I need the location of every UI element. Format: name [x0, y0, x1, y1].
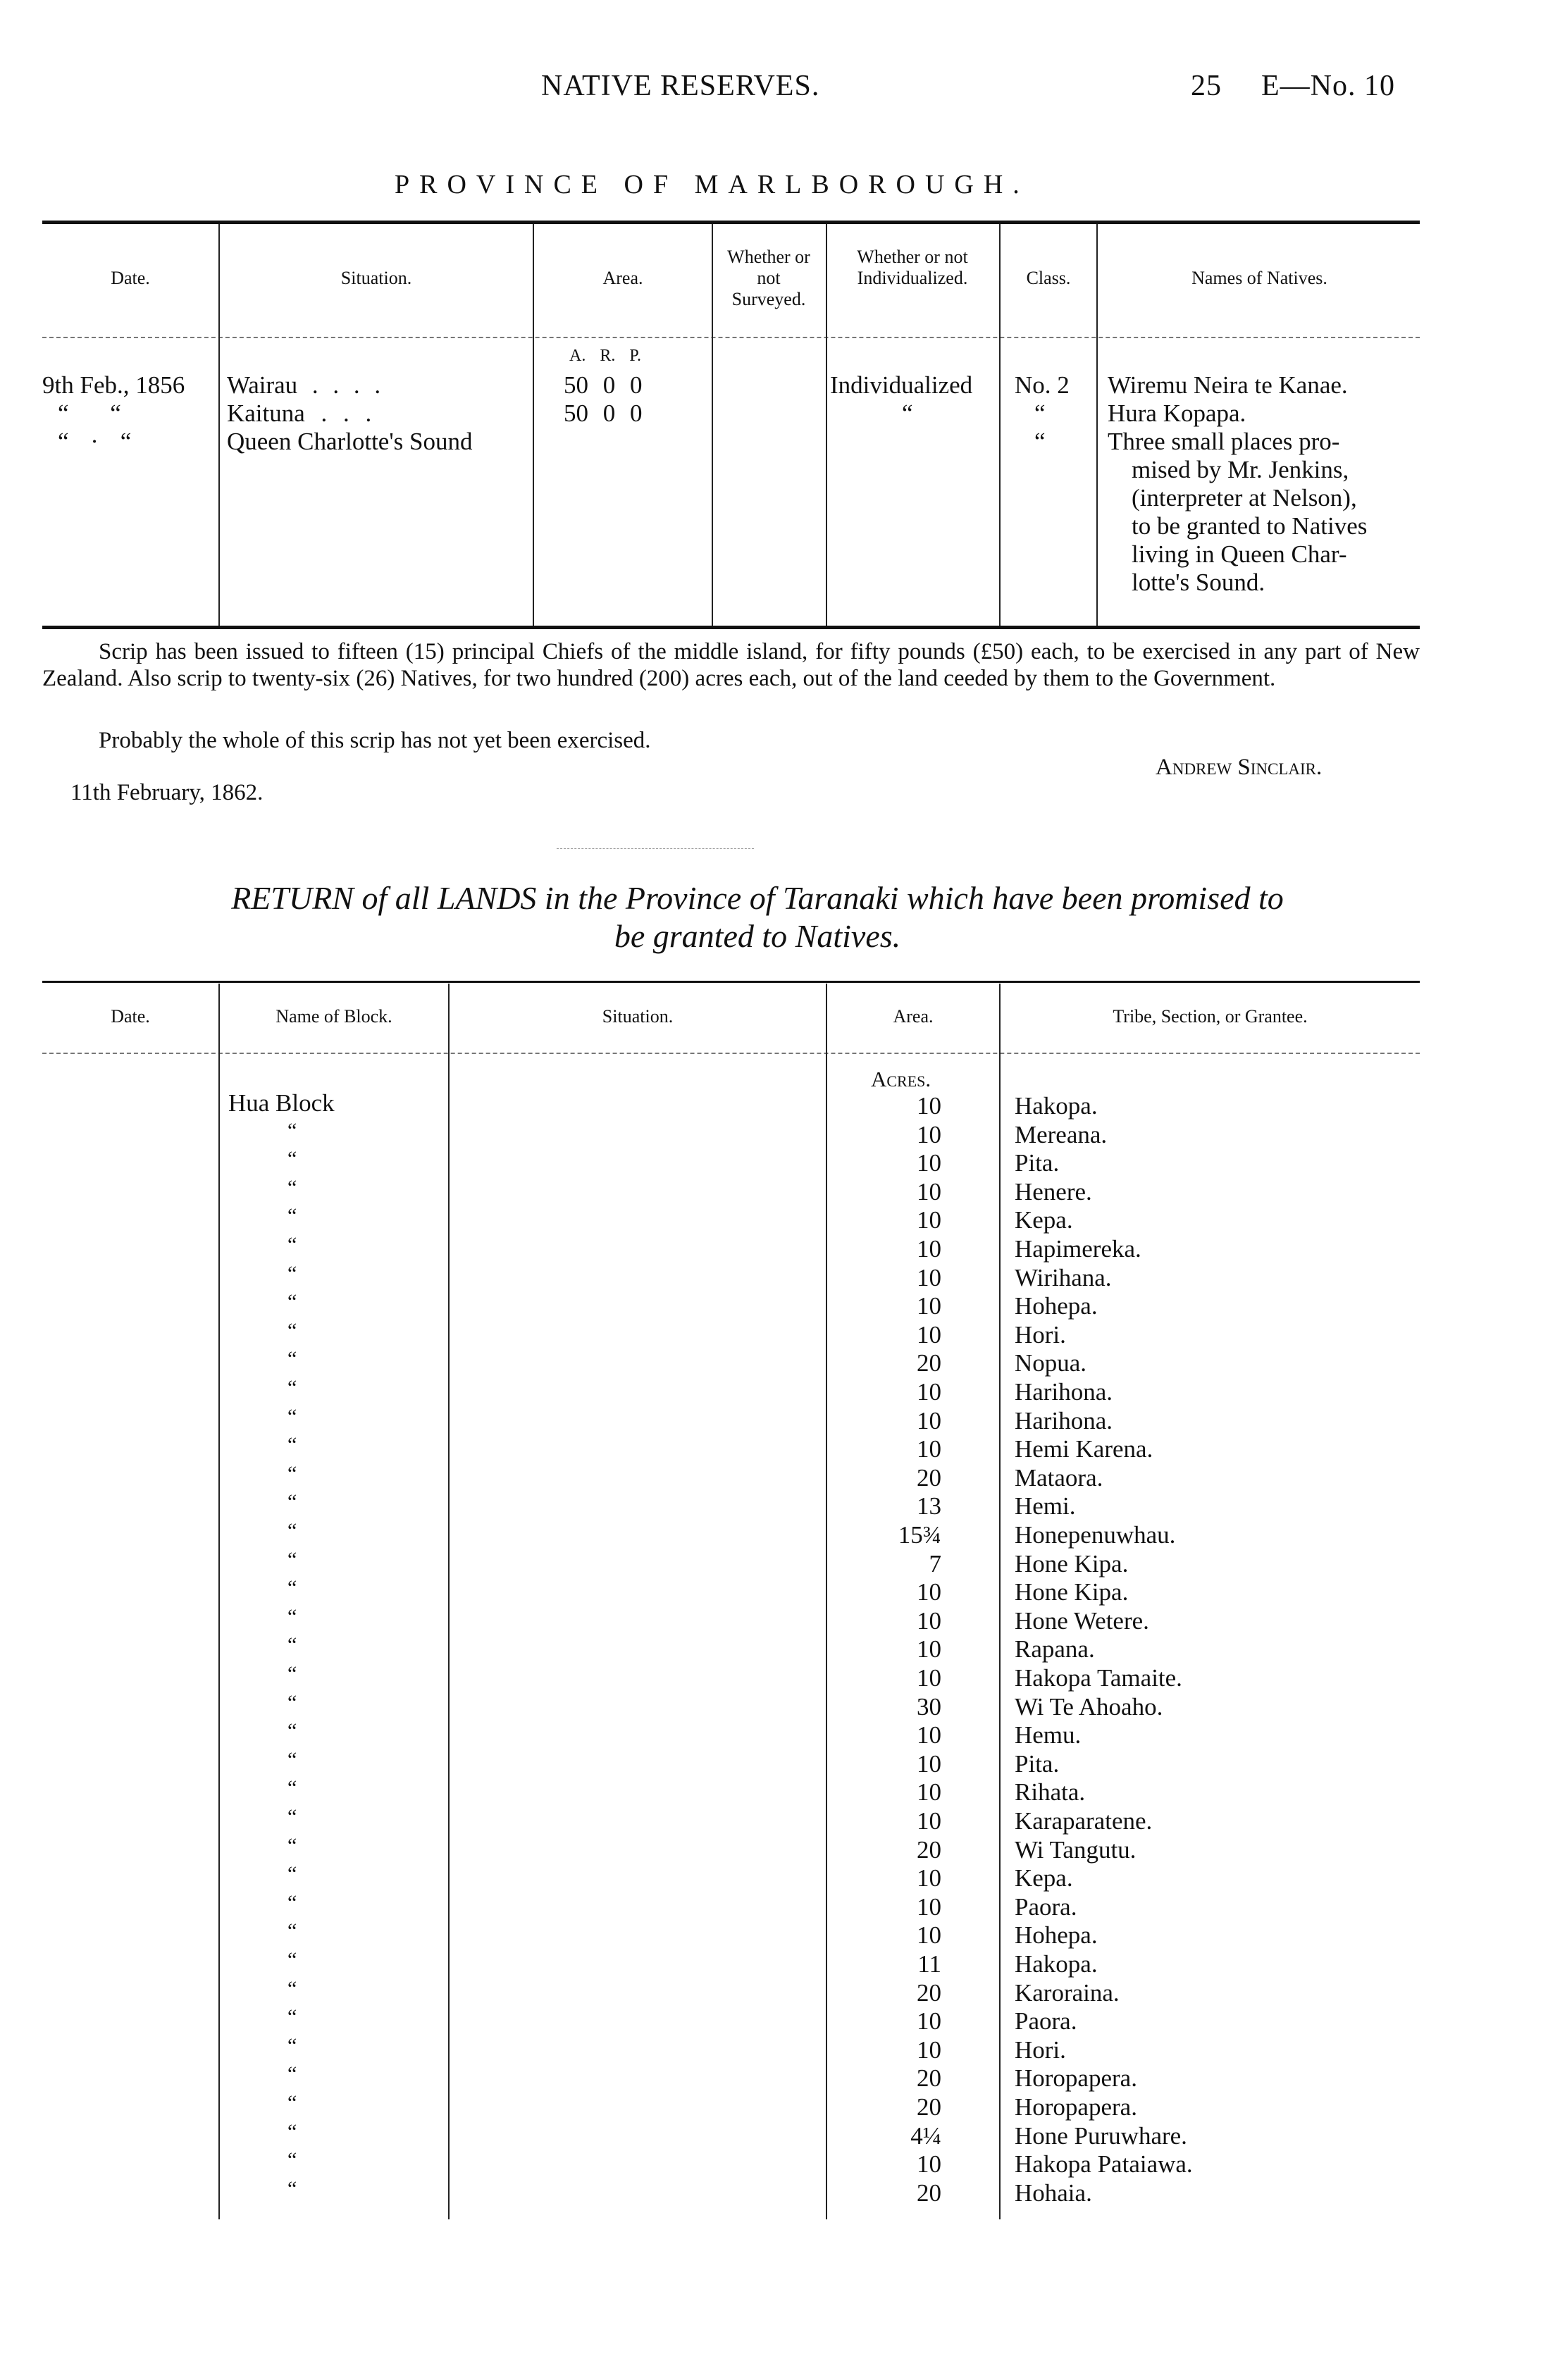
table-row-area: 20: [917, 1836, 941, 1864]
table-row-grantee: Wi Tangutu.: [1015, 1836, 1137, 1864]
section-separator: [557, 848, 754, 849]
column-header-date: Date.: [111, 268, 150, 288]
column-header-area: Area.: [893, 1006, 934, 1027]
table-row-situation: Queen Charlotte's Sound: [227, 428, 473, 455]
table-row-grantee: Hohaia.: [1015, 2179, 1092, 2207]
table-row-grantee: Nopua.: [1015, 1349, 1087, 1377]
ditto-mark: “: [287, 2005, 297, 2028]
table-row-area: 20: [917, 1464, 941, 1492]
table-row-area: 10: [917, 1578, 941, 1606]
table-row-area: 10: [917, 1092, 941, 1120]
col-divider: [712, 224, 713, 626]
taranaki-header-divider: [42, 1053, 1420, 1054]
table-row-area: 10: [917, 1750, 941, 1778]
table-row-class: No. 2: [1015, 371, 1070, 399]
table-row-grantee: Hohepa.: [1015, 1921, 1098, 1949]
table-row-grantee: Kepa.: [1015, 1206, 1073, 1234]
paper-reference: E—No. 10: [1261, 70, 1395, 102]
ditto-mark: “: [287, 1605, 297, 1628]
table-row-area: 20: [917, 2093, 941, 2121]
table-row-area: 10: [917, 1264, 941, 1291]
table-row-area: 10: [917, 1407, 941, 1434]
table-row-grantee: Honepenuwhau.: [1015, 1521, 1176, 1549]
area-unit-label: Acres.: [871, 1067, 931, 1091]
table-row-date: “ · “: [58, 428, 132, 455]
taranaki-title-line-2: be granted to Natives.: [614, 918, 901, 954]
running-title: NATIVE RESERVES.: [541, 70, 820, 102]
table-row-grantee: Hakopa Tamaite.: [1015, 1664, 1182, 1692]
ditto-mark: “: [287, 1576, 297, 1599]
table-row-grantee: Horopapera.: [1015, 2093, 1137, 2121]
table-row-area: 50 0 0: [564, 399, 643, 427]
column-header-date: Date.: [111, 1006, 150, 1027]
table-row-grantee: Hemi Karena.: [1015, 1435, 1153, 1463]
table-row-area: 10: [917, 1235, 941, 1263]
ditto-mark: “: [287, 1919, 297, 1942]
table-row-area: 4¼: [910, 2122, 941, 2150]
ditto-mark: “: [287, 1433, 297, 1456]
table-row-grantee: Hori.: [1015, 1321, 1066, 1349]
table-row-area: 10: [917, 1292, 941, 1320]
taranaki-title-line-1: RETURN of all LANDS in the Province of Taranaki which have been promised to: [231, 880, 1284, 916]
ditto-mark: “: [287, 1119, 297, 1142]
table-row-grantee: Hakopa.: [1015, 1950, 1098, 1978]
marlborough-title: PROVINCE OF MARLBOROUGH.: [395, 170, 1029, 199]
table-row-names: mised by Mr. Jenkins,: [1132, 456, 1349, 483]
marlborough-top-rule: [42, 221, 1420, 224]
ditto-mark: “: [287, 1233, 297, 1256]
table-row-area: 10: [917, 1121, 941, 1148]
table-row-grantee: Hori.: [1015, 2036, 1066, 2064]
col-divider: [826, 984, 827, 2219]
table-row-names: (interpreter at Nelson),: [1132, 484, 1357, 512]
table-row-grantee: Karoraina.: [1015, 1979, 1120, 2007]
col-divider: [218, 984, 220, 2219]
ditto-mark: “: [287, 1376, 297, 1399]
table-row-class: “: [1034, 428, 1046, 455]
scrip-note-paragraph-2: Probably the whole of this scrip has not yet been exercised.: [99, 728, 651, 753]
table-row-names: living in Queen Char-: [1132, 540, 1347, 568]
table-row-area: 20: [917, 2179, 941, 2207]
column-header-names: Names of Natives.: [1191, 268, 1327, 288]
table-row-grantee: Harihona.: [1015, 1378, 1113, 1406]
table-row-grantee: Paora.: [1015, 1893, 1077, 1921]
ditto-mark: “: [287, 1977, 297, 2000]
ditto-mark: “: [287, 1176, 297, 1199]
table-row-grantee: Paora.: [1015, 2007, 1077, 2035]
ditto-mark: “: [287, 1490, 297, 1513]
ditto-mark: “: [287, 1776, 297, 1799]
ditto-mark: “: [287, 1462, 297, 1485]
table-row-area: 10: [917, 1635, 941, 1663]
table-row-grantee: Rihata.: [1015, 1778, 1086, 1806]
ditto-mark: “: [287, 1147, 297, 1170]
table-row-area: 10: [917, 1778, 941, 1806]
ditto-mark: “: [287, 2062, 297, 2085]
ditto-mark: “: [287, 1405, 297, 1428]
signature: Andrew Sinclair.: [1156, 755, 1323, 780]
ditto-mark: “: [287, 1834, 297, 1857]
table-row-area: 10: [917, 1178, 941, 1206]
table-row-grantee: Hone Wetere.: [1015, 1607, 1149, 1635]
ditto-mark: “: [287, 1948, 297, 1971]
table-row-area: 13: [917, 1492, 941, 1520]
area-units-label: A. R. P.: [569, 347, 642, 365]
table-row-area: 10: [917, 1807, 941, 1835]
table-row-grantee: Hone Kipa.: [1015, 1550, 1129, 1578]
ditto-mark: “: [287, 2148, 297, 2171]
table-row-area: 20: [917, 1349, 941, 1377]
table-row-area: 10: [917, 2036, 941, 2064]
table-row-names: Hura Kopapa.: [1108, 399, 1246, 427]
table-row-area: 7: [929, 1550, 941, 1578]
column-header-class: Class.: [1026, 268, 1071, 288]
ditto-mark: “: [287, 1748, 297, 1771]
table-row-grantee: Karaparatene.: [1015, 1807, 1153, 1835]
ditto-mark: “: [287, 1319, 297, 1342]
ditto-mark: “: [287, 1519, 297, 1542]
table-row-grantee: Harihona.: [1015, 1407, 1113, 1434]
note-date: 11th February, 1862.: [70, 780, 264, 805]
table-row-area: 10: [917, 1664, 941, 1692]
table-row-grantee: Wirihana.: [1015, 1264, 1112, 1291]
col-divider: [999, 984, 1001, 2219]
ditto-mark: “: [287, 1691, 297, 1714]
ditto-mark: “: [287, 1805, 297, 1828]
table-row-area: 10: [917, 2007, 941, 2035]
ditto-mark: “: [287, 1633, 297, 1656]
column-header-surveyed: Whether or not Surveyed.: [727, 247, 810, 309]
table-row-area: 20: [917, 2064, 941, 2092]
col-divider: [448, 984, 450, 2219]
ditto-mark: “: [287, 1548, 297, 1571]
table-row-area: 10: [917, 1607, 941, 1635]
table-row-grantee: Mereana.: [1015, 1121, 1108, 1148]
ditto-mark: “: [287, 1204, 297, 1227]
table-row-grantee: Rapana.: [1015, 1635, 1095, 1663]
table-row-grantee: Hohepa.: [1015, 1292, 1098, 1320]
column-header-situation: Situation.: [340, 268, 412, 288]
table-row-area: 20: [917, 1979, 941, 2007]
table-row-date: 9th Feb., 1856: [42, 371, 185, 399]
table-row-area: 10: [917, 1721, 941, 1749]
table-row-situation: Wairau . . . .: [227, 371, 381, 399]
ditto-mark: “: [287, 1891, 297, 1914]
marlborough-bottom-rule: [42, 626, 1420, 629]
table-row-area: 10: [917, 1206, 941, 1234]
table-row-date: “ “: [58, 399, 121, 427]
table-row-individualized: “: [902, 399, 913, 427]
table-row-area: 10: [917, 1921, 941, 1949]
table-row-grantee: Hakopa.: [1015, 1092, 1098, 1120]
scrip-note-paragraph: Scrip has been issued to fifteen (15) principal Chiefs of the middle island, for fifty pounds (£50) each, to be exercised in any part of New Zealand. Also scrip to twenty-six (26) Natives, for two hundred (200) acres each, out of the land ceeded by them to the Government.: [42, 639, 1420, 691]
col-divider: [1096, 224, 1098, 626]
table-row-grantee: Hone Puruwhare.: [1015, 2122, 1187, 2150]
taranaki-top-rule: [42, 981, 1420, 983]
ditto-mark: “: [287, 2091, 297, 2114]
table-row-area: 10: [917, 1149, 941, 1177]
table-row-grantee: Wi Te Ahoaho.: [1015, 1693, 1163, 1721]
table-row-area: 10: [917, 2150, 941, 2178]
table-row-area: 15¾: [898, 1521, 941, 1549]
table-row-names: to be granted to Natives: [1132, 512, 1368, 540]
ditto-mark: “: [287, 2177, 297, 2200]
column-header-area: Area.: [602, 268, 643, 288]
table-row-area: 50 0 0: [564, 371, 643, 399]
table-row-area: 30: [917, 1693, 941, 1721]
ditto-mark: “: [287, 1719, 297, 1742]
table-row-grantee: Pita.: [1015, 1149, 1060, 1177]
table-row-grantee: Henere.: [1015, 1178, 1092, 1206]
table-row-area: 10: [917, 1378, 941, 1406]
table-row-grantee: Kepa.: [1015, 1864, 1073, 1892]
table-row-area: 10: [917, 1435, 941, 1463]
ditto-mark: “: [287, 2120, 297, 2143]
block-name: Hua Block: [228, 1089, 335, 1117]
table-row-class: “: [1034, 399, 1046, 427]
column-header-situation: Situation.: [602, 1006, 674, 1027]
table-row-area: 10: [917, 1864, 941, 1892]
table-row-situation: Kaituna . . .: [227, 399, 372, 427]
table-row-grantee: Mataora.: [1015, 1464, 1103, 1492]
col-divider: [826, 224, 827, 626]
ditto-mark: “: [287, 1262, 297, 1285]
column-header-block: Name of Block.: [275, 1006, 392, 1027]
ditto-mark: “: [287, 1662, 297, 1685]
table-row-names: Three small places pro-: [1108, 428, 1340, 455]
table-row-grantee: Pita.: [1015, 1750, 1060, 1778]
column-header-individualized: Whether or not Individualized.: [857, 247, 968, 288]
ditto-mark: “: [287, 1862, 297, 1885]
table-row-grantee: Horopapera.: [1015, 2064, 1137, 2092]
table-row-names: Wiremu Neira te Kanae.: [1108, 371, 1348, 399]
table-row-grantee: Hemu.: [1015, 1721, 1082, 1749]
ditto-mark: “: [287, 1290, 297, 1313]
table-row-names: lotte's Sound.: [1132, 569, 1265, 596]
table-row-grantee: Hapimereka.: [1015, 1235, 1141, 1263]
column-header-grantee: Tribe, Section, or Grantee.: [1113, 1006, 1308, 1027]
ditto-mark: “: [287, 2034, 297, 2057]
table-row-area: 10: [917, 1321, 941, 1349]
table-row-individualized: Individualized: [830, 371, 973, 399]
ditto-mark: “: [287, 1347, 297, 1370]
table-row-area: 11: [917, 1950, 941, 1978]
page-number: 25: [1191, 70, 1222, 102]
marlborough-header-divider: [42, 337, 1420, 338]
table-row-grantee: Hakopa Pataiawa.: [1015, 2150, 1193, 2178]
table-row-area: 10: [917, 1893, 941, 1921]
table-row-grantee: Hone Kipa.: [1015, 1578, 1129, 1606]
table-row-grantee: Hemi.: [1015, 1492, 1076, 1520]
